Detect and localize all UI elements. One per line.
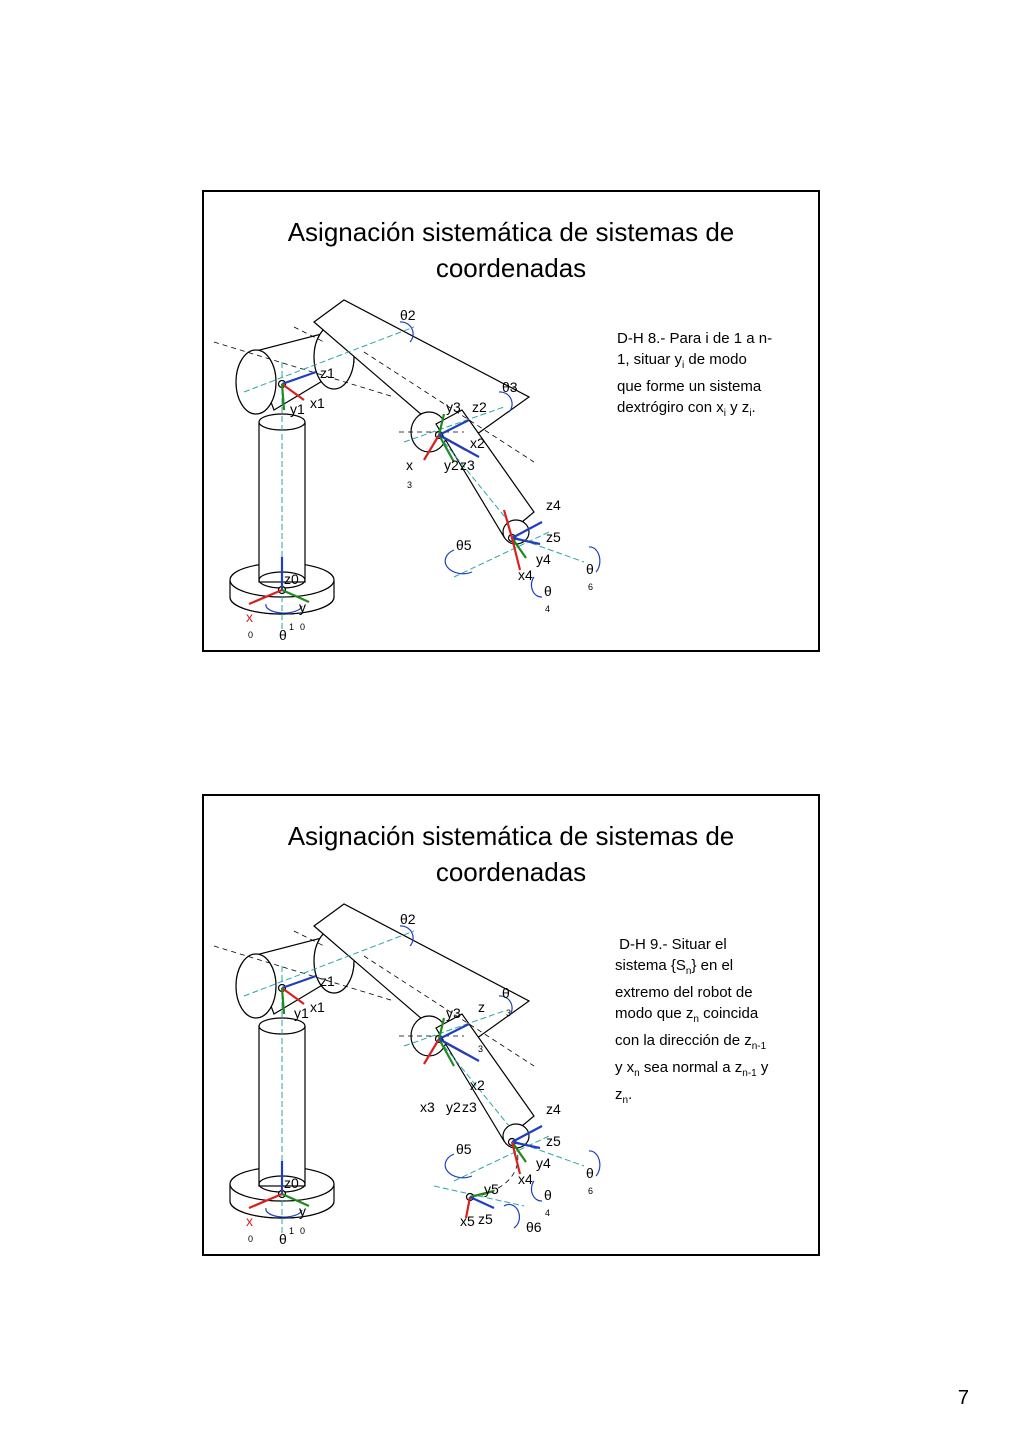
slide-title xyxy=(204,818,818,890)
label-y1: y1 xyxy=(294,1005,309,1021)
label-x4: x4 xyxy=(518,567,533,583)
slide-title-line-1: Asignación sistemática de sistemas de xyxy=(287,821,735,851)
label-x1: x1 xyxy=(310,395,325,411)
label-z2: z2 xyxy=(472,399,487,415)
label-z5: z5 xyxy=(546,529,561,545)
note-line: sistema $\{S_n\}$ en el xyxy=(615,957,734,977)
label-y3: y3 xyxy=(446,399,461,415)
note-line: modo que $z_n$ coincida xyxy=(615,1005,759,1025)
slide-title-line-1: Asignación sistemática de sistemas de xyxy=(287,217,735,247)
note-line: dextrógiro con $x_i$ y $z_i$. xyxy=(617,399,756,419)
note-line: D-H 8.- Para i de 1 a n- xyxy=(617,330,773,347)
label-y0: y xyxy=(299,1203,306,1219)
dh-9-note xyxy=(615,934,810,1111)
note-line: que forme un sistema xyxy=(617,378,762,395)
label-theta6: θ6 xyxy=(526,1219,542,1235)
label-x0-sub: 0 xyxy=(248,1234,254,1244)
label-z0: z0 xyxy=(284,1175,299,1191)
label-theta6-top-sub: 6 xyxy=(588,1186,594,1196)
slide-title-line-2: coordenadas xyxy=(435,857,587,887)
label-z1: z1 xyxy=(320,973,335,989)
label-x0-sub: 0 xyxy=(248,630,254,640)
label-theta6-top: θ xyxy=(586,1165,594,1181)
label-theta3: θ xyxy=(502,985,510,1001)
label-x3: x3 xyxy=(420,1099,435,1115)
label-theta4-sub: 4 xyxy=(545,604,551,614)
label-x0: x xyxy=(246,1213,253,1229)
label-z4: z4 xyxy=(546,497,561,513)
label-x3: x xyxy=(406,457,413,473)
label-theta5: θ5 xyxy=(456,1141,472,1157)
note-line: con la dirección de $z_{n-1}$ xyxy=(615,1032,767,1052)
label-z2-sub: 3 xyxy=(478,1044,484,1054)
label-x3-sub: 3 xyxy=(407,480,413,490)
label-y4: y4 xyxy=(536,551,551,567)
slide-1 xyxy=(202,190,820,652)
label-theta4-sub: 4 xyxy=(545,1208,551,1218)
label-y2: y2 xyxy=(444,457,459,473)
label-z5b: z5 xyxy=(478,1211,493,1227)
note-line: extremo del robot de xyxy=(615,984,753,1001)
dh-8-note xyxy=(617,328,807,424)
label-z1: z1 xyxy=(320,365,335,381)
label-theta6: θ xyxy=(586,561,594,577)
note-line: $z_n$. xyxy=(615,1086,633,1106)
label-theta3-sub: 3 xyxy=(506,1008,512,1018)
label-y4: y4 xyxy=(536,1155,551,1171)
label-y5: y5 xyxy=(484,1181,499,1197)
label-z4: z4 xyxy=(546,1101,561,1117)
label-theta1-sub: 1 xyxy=(289,622,295,632)
note-line: D-H 9.- Situar el xyxy=(619,936,727,953)
label-theta4: θ xyxy=(544,583,552,599)
slide-2 xyxy=(202,794,820,1256)
label-theta3: θ3 xyxy=(502,379,518,395)
label-theta1: θ xyxy=(279,1231,287,1247)
label-y0-sub: 0 xyxy=(300,622,306,632)
label-y0: y xyxy=(299,599,306,615)
page-number: 7 xyxy=(957,1387,969,1409)
label-y0-sub: 0 xyxy=(300,1226,306,1236)
label-theta2: θ2 xyxy=(400,307,416,323)
label-x0: x xyxy=(246,609,253,625)
label-theta1: θ xyxy=(279,627,287,643)
slide-title-line-2: coordenadas xyxy=(435,253,587,283)
label-theta6-sub: 6 xyxy=(588,582,594,592)
label-z2: z xyxy=(478,999,485,1015)
label-theta5: θ5 xyxy=(456,537,472,553)
note-line: 1, situar $y_i$ de modo xyxy=(617,351,747,371)
label-theta1-sub: 1 xyxy=(289,1226,295,1236)
label-z0: z0 xyxy=(284,571,299,587)
label-y3: y3 xyxy=(446,1005,461,1021)
label-x4: x4 xyxy=(518,1171,533,1187)
label-x1: x1 xyxy=(310,999,325,1015)
label-y2: y2 xyxy=(446,1099,461,1115)
label-z5: z5 xyxy=(546,1133,561,1149)
label-x2: x2 xyxy=(470,1077,485,1093)
label-y1: y1 xyxy=(290,401,305,417)
label-x2: x2 xyxy=(470,435,485,451)
label-theta2: θ2 xyxy=(400,911,416,927)
label-z3: z3 xyxy=(462,1099,477,1115)
slide-title xyxy=(204,214,818,286)
label-x5: x5 xyxy=(460,1213,475,1229)
note-line: y $x_n$ sea normal a $z_{n-1}$ y xyxy=(615,1059,769,1079)
label-z3: z3 xyxy=(460,457,475,473)
label-theta4: θ xyxy=(544,1187,552,1203)
